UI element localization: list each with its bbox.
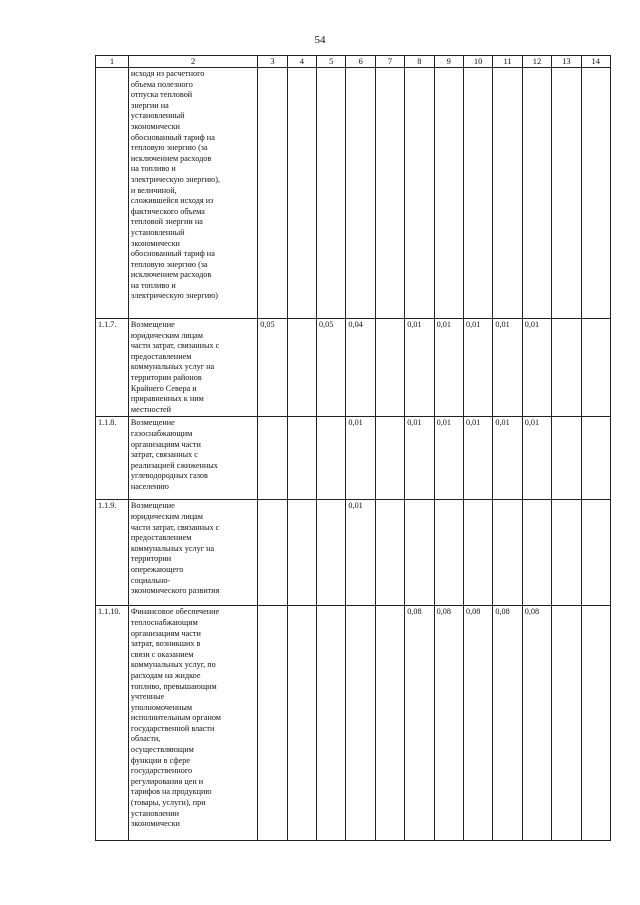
header-cell: 1 <box>96 56 129 68</box>
header-cell: 2 <box>128 56 257 68</box>
header-row <box>96 56 611 68</box>
value-cell: 0,08 <box>434 606 463 841</box>
header-cell: 4 <box>287 56 316 68</box>
value-cell <box>317 606 346 841</box>
table-row <box>96 606 611 841</box>
header-cell: 10 <box>463 56 492 68</box>
row-name <box>128 606 257 841</box>
value-cell <box>346 606 375 841</box>
value-cell: 0,01 <box>434 417 463 500</box>
row-name-text: Финансовое обеспечение теплоснабжающим организациям части затрат, возникших в связи с оказанием коммунальных услуг, по расходам на жидкое топливо, превышающим учтенные уполномоченным исполнительным органом государственной власти области, осуществляющим функции в сфере государственного регулирования цен и тарифов на продукцию (товары, услуги), при установлении экономически <box>130 607 221 829</box>
value-cell <box>375 606 404 841</box>
value-cell: 0,01 <box>405 319 434 417</box>
value-cell <box>258 500 287 606</box>
value-cell: 0,01 <box>463 319 492 417</box>
value-cell: 0,04 <box>346 319 375 417</box>
page-number: 54 <box>314 34 326 46</box>
value-cell <box>258 68 287 319</box>
row-name <box>128 417 257 500</box>
value-cell: 0,08 <box>405 606 434 841</box>
value-cell <box>258 606 287 841</box>
value-cell <box>317 500 346 606</box>
value-cell: 0,01 <box>405 417 434 500</box>
table-row <box>96 68 611 319</box>
header-cell: 9 <box>434 56 463 68</box>
value-cell <box>405 68 434 319</box>
header-cell: 8 <box>405 56 434 68</box>
value-cell <box>552 500 581 606</box>
value-cell <box>375 417 404 500</box>
header-cell: 5 <box>317 56 346 68</box>
value-cell <box>581 606 610 841</box>
row-name-text: Возмещение юридическим лицам части затрат, связанных с предоставлением коммунальных услуг на территории районов Крайнего Севера и приравненных к ним местностей <box>130 320 220 414</box>
value-cell: 0,05 <box>317 319 346 417</box>
budget-table <box>95 55 611 841</box>
value-cell <box>522 68 551 319</box>
value-cell <box>317 417 346 500</box>
value-cell: 0,01 <box>434 319 463 417</box>
value-cell <box>522 500 551 606</box>
value-cell <box>405 500 434 606</box>
value-cell <box>287 68 316 319</box>
row-number <box>96 68 129 319</box>
row-name <box>128 500 257 606</box>
value-cell <box>434 500 463 606</box>
value-cell: 0,01 <box>493 417 522 500</box>
table-row <box>96 417 611 500</box>
value-cell: 0,01 <box>463 417 492 500</box>
row-name <box>128 319 257 417</box>
value-cell <box>552 606 581 841</box>
row-number: 1.1.10. <box>96 606 129 841</box>
value-cell <box>581 500 610 606</box>
row-number: 1.1.8. <box>96 417 129 500</box>
value-cell <box>287 319 316 417</box>
header-cell: 14 <box>581 56 610 68</box>
value-cell: 0,01 <box>346 500 375 606</box>
row-number: 1.1.7. <box>96 319 129 417</box>
value-cell: 0,08 <box>522 606 551 841</box>
value-cell <box>346 68 375 319</box>
row-name-text: исходя из расчетного объема полезного отпуска тепловой энергии на установленный экономически обоснованный тариф на тепловую энергию (за исключением расходов на топливо и электрическую энергию), и величиной, сложившейся исходя из фактического объема тепловой энергии на установленный экономически обоснованный тариф на тепловую энергию (за исключением расходов на топливо и электрическую энергию) <box>130 69 220 301</box>
value-cell <box>463 500 492 606</box>
value-cell <box>493 500 522 606</box>
value-cell <box>581 319 610 417</box>
row-name <box>128 68 257 319</box>
value-cell <box>434 68 463 319</box>
value-cell <box>552 68 581 319</box>
row-name-text: Возмещение юридическим лицам части затрат, связанных с предоставлением коммунальных услуг на территории опережающего социально- экономического развития <box>130 501 220 596</box>
value-cell <box>552 417 581 500</box>
value-cell <box>552 319 581 417</box>
value-cell <box>317 68 346 319</box>
value-cell: 0,08 <box>463 606 492 841</box>
value-cell <box>287 500 316 606</box>
header-cell: 6 <box>346 56 375 68</box>
table-row <box>96 500 611 606</box>
header-cell: 13 <box>552 56 581 68</box>
value-cell <box>581 68 610 319</box>
value-cell <box>287 606 316 841</box>
value-cell <box>287 417 316 500</box>
value-cell: 0,01 <box>346 417 375 500</box>
value-cell <box>493 68 522 319</box>
value-cell: 0,01 <box>522 417 551 500</box>
value-cell: 0,05 <box>258 319 287 417</box>
value-cell <box>581 417 610 500</box>
row-number: 1.1.9. <box>96 500 129 606</box>
header-cell: 11 <box>493 56 522 68</box>
row-name-text: Возмещение газоснабжающим организациям части затрат, связанных с реализацией сжиженных углеводородных газов населению <box>130 418 218 491</box>
value-cell <box>375 500 404 606</box>
header-cell: 12 <box>522 56 551 68</box>
value-cell <box>375 68 404 319</box>
header-cell: 7 <box>375 56 404 68</box>
value-cell <box>375 319 404 417</box>
value-cell: 0,01 <box>522 319 551 417</box>
value-cell <box>463 68 492 319</box>
table-row <box>96 319 611 417</box>
header-cell: 3 <box>258 56 287 68</box>
value-cell <box>258 417 287 500</box>
value-cell: 0,08 <box>493 606 522 841</box>
value-cell: 0,01 <box>493 319 522 417</box>
